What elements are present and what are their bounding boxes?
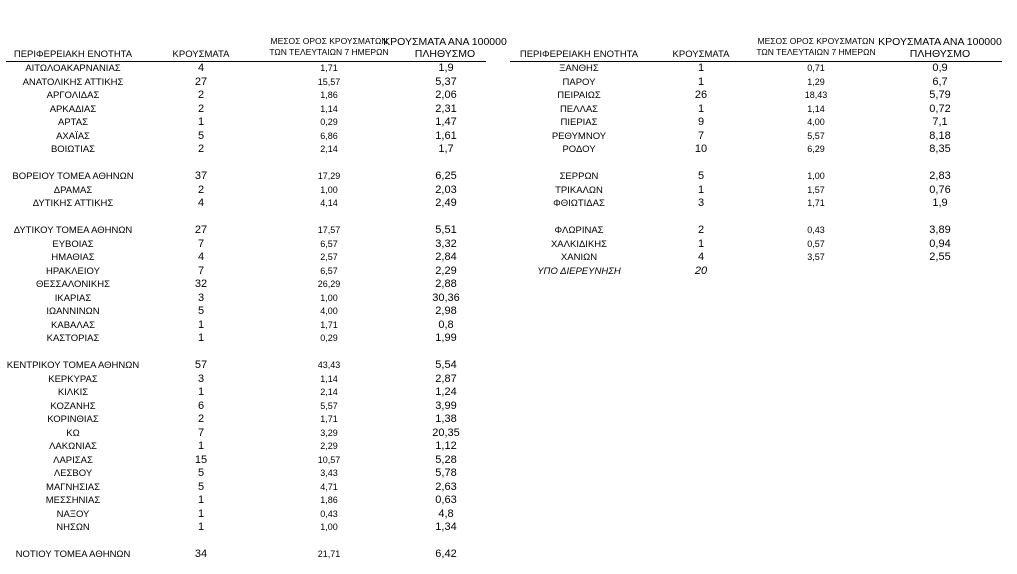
cases-cell: 2: [697, 224, 705, 236]
cases-cell: 34: [194, 548, 208, 560]
cases-cell: 27: [194, 75, 208, 88]
table-row: [6, 508, 486, 522]
region-name-cell: ΒΟΙΩΤΙΑΣ: [50, 144, 96, 155]
avg-7-days-cell: 1,00: [320, 184, 338, 195]
cases-per-100000-cell: 1,24: [435, 386, 457, 398]
region-name-cell: ΑΙΤΩΛΟΑΚΑΡΝΑΝΙΑΣ: [25, 63, 121, 74]
cases-per-100000-cell: 2,31: [435, 102, 457, 115]
region-name-cell: ΔΥΤΙΚΗΣ ΑΤΤΙΚΗΣ: [32, 198, 114, 209]
table-row: [6, 116, 486, 130]
table-row: [6, 184, 486, 198]
cases-cell: 1: [197, 440, 205, 452]
cases-per-100000-cell: 5,79: [929, 89, 951, 101]
cases-cell: 1: [197, 521, 205, 533]
region-name-cell: ΑΡΤΑΣ: [58, 117, 88, 128]
table-row: [6, 359, 486, 373]
table-row: [510, 251, 1002, 265]
cases-per-100000-cell: 6,25: [435, 170, 457, 182]
cases-cell: 2: [197, 183, 205, 196]
cases-per-100000-cell: 5,54: [435, 359, 457, 371]
table-row: [6, 224, 486, 238]
table-row: [6, 494, 486, 508]
cases-cell: 27: [194, 224, 208, 236]
region-name-cell: ΜΑΓΝΗΣΙΑΣ: [46, 481, 100, 493]
avg-7-days-cell: 5,57: [807, 130, 825, 141]
region-name-cell: ΠΕΛΛΑΣ: [559, 103, 599, 115]
table-row: [6, 521, 486, 535]
region-name-cell: ΑΧΑΪΑΣ: [56, 130, 90, 142]
cases-per-100000-cell: 0,63: [435, 494, 457, 506]
avg-7-days-cell: 26,29: [317, 279, 341, 289]
avg-7-days-cell: 1,00: [320, 522, 338, 532]
region-name-cell: ΦΛΩΡΙΝΑΣ: [554, 225, 604, 236]
cases-cell: 4: [697, 251, 705, 263]
table-row: [6, 197, 486, 211]
avg-7-days-cell: 18,43: [804, 90, 828, 100]
cases-per-100000-cell: 4,8: [438, 507, 454, 520]
header-avg-7-days: ΜΕΣΟΣ ΟΡΟΣ ΚΡΟΥΣΜΑΤΩΝ ΤΩΝ ΤΕΛΕΥΤΑΙΩΝ 7 ΗΜΕΡΩΝ: [756, 36, 876, 57]
right-table-body: [510, 62, 1002, 278]
table-row: [510, 143, 1002, 157]
region-name-cell: ΞΑΝΘΗΣ: [559, 63, 599, 74]
table-row: [6, 278, 486, 292]
cases-per-100000-cell: 1,38: [435, 413, 457, 425]
table-row: [6, 143, 486, 157]
cases-per-100000-cell: 1,9: [932, 197, 948, 209]
cases-cell: 6: [197, 399, 205, 412]
table-row: [6, 427, 486, 441]
table-row: [6, 454, 486, 468]
header-avg-7-days: ΜΕΣΟΣ ΟΡΟΣ ΚΡΟΥΣΜΑΤΩΝ ΤΩΝ ΤΕΛΕΥΤΑΙΩΝ 7 ΗΜΕΡΩΝ: [269, 36, 389, 57]
cases-per-100000-cell: 2,63: [435, 480, 457, 493]
left-table: [6, 12, 507, 562]
region-name-cell: ΚΕΡΚΥΡΑΣ: [48, 373, 98, 385]
region-name-cell: ΧΑΝΙΩΝ: [560, 252, 598, 263]
table-row: [6, 89, 486, 103]
cases-cell: 7: [697, 129, 705, 142]
table-row: [510, 89, 1002, 103]
cases-cell: 1: [197, 318, 205, 331]
cases-per-100000-cell: 0,94: [929, 237, 951, 250]
region-name-cell: ΚΟΖΑΝΗΣ: [50, 400, 96, 412]
region-name-cell: ΥΠΟ ΔΙΕΡΕΥΝΗΣΗ: [537, 265, 621, 277]
cases-cell: 7: [197, 426, 205, 439]
cases-per-100000-cell: 1,61: [435, 129, 457, 142]
avg-7-days-cell: 43,43: [317, 360, 341, 370]
region-name-cell: ΙΩΑΝΝΙΝΩΝ: [46, 306, 100, 317]
cases-per-100000-cell: 2,88: [435, 278, 457, 290]
header-region: ΠΕΡΙΦΕΡΕΙΑΚΗ ΕΝΟΤΗΤΑ: [13, 49, 133, 60]
avg-7-days-cell: 4,71: [320, 481, 338, 492]
cases-per-100000-cell: 3,32: [435, 237, 457, 250]
table-row: [6, 400, 486, 414]
table-row: [510, 238, 1002, 252]
avg-7-days-cell: 1,71: [320, 319, 338, 330]
cases-per-100000-cell: 6,42: [435, 548, 457, 560]
cases-cell: 1: [697, 75, 705, 88]
right-table-header: [510, 12, 1002, 62]
cases-cell: 26: [694, 89, 708, 101]
spacer-row: [6, 157, 486, 171]
avg-7-days-cell: 6,57: [320, 238, 338, 249]
avg-7-days-cell: 1,00: [320, 292, 338, 303]
cases-per-100000-cell: 2,84: [435, 251, 457, 263]
cases-per-100000-cell: 1,7: [438, 143, 454, 155]
cases-per-100000-cell: 3,89: [929, 224, 951, 236]
region-name-cell: ΝΗΣΩΝ: [56, 522, 90, 533]
cases-cell: 1: [197, 332, 205, 344]
region-name-cell: ΣΕΡΡΩΝ: [559, 171, 599, 182]
region-name-cell: ΗΡΑΚΛΕΙΟΥ: [46, 265, 100, 277]
right-table: [510, 12, 1002, 278]
cases-cell: 2: [197, 413, 205, 425]
table-row: [6, 440, 486, 454]
cases-cell: 9: [697, 116, 705, 128]
avg-7-days-cell: 6,86: [320, 130, 338, 141]
spacer-row: [6, 346, 486, 360]
table-row: [510, 224, 1002, 238]
cases-per-100000-cell: 6,7: [932, 75, 948, 88]
avg-7-days-cell: 4,00: [320, 306, 338, 316]
cases-per-100000-cell: 5,51: [435, 224, 457, 236]
cases-cell: 1: [197, 494, 205, 506]
region-name-cell: ΡΕΘΥΜΝΟΥ: [551, 130, 607, 142]
avg-7-days-cell: 3,43: [320, 468, 338, 478]
table-row: [6, 386, 486, 400]
header-cases: ΚΡΟΥΣΜΑΤΑ: [672, 49, 730, 60]
region-name-cell: ΚΩ: [66, 427, 80, 439]
avg-7-days-cell: 1,71: [320, 414, 338, 424]
cases-cell: 2: [197, 143, 205, 155]
cases-per-100000-cell: 2,83: [929, 170, 951, 182]
left-table-header: [6, 12, 507, 62]
cases-per-100000-cell: 7,1: [932, 116, 948, 128]
spacer-row: [6, 211, 486, 225]
avg-7-days-cell: 17,29: [317, 171, 341, 181]
cases-cell: 5: [697, 170, 705, 182]
cases-cell: 1: [697, 62, 705, 74]
region-name-cell: ΦΘΙΩΤΙΔΑΣ: [553, 198, 605, 209]
cases-per-100000-cell: 0,76: [929, 183, 951, 196]
cases-cell: 3: [197, 372, 205, 385]
header-cases: ΚΡΟΥΣΜΑΤΑ: [172, 49, 230, 60]
table-row: [6, 548, 486, 562]
cases-cell: 4: [197, 251, 205, 263]
header-region: ΠΕΡΙΦΕΡΕΙΑΚΗ ΕΝΟΤΗΤΑ: [519, 49, 639, 60]
region-name-cell: ΔΥΤΙΚΟΥ ΤΟΜΕΑ ΑΘΗΝΩΝ: [13, 225, 133, 236]
avg-7-days-cell: 1,14: [807, 103, 825, 114]
cases-per-100000-cell: 2,06: [435, 89, 457, 101]
cases-per-100000-cell: 1,9: [438, 62, 454, 74]
cases-per-100000-cell: 3,99: [435, 399, 457, 412]
region-name-cell: ΠΕΙΡΑΙΩΣ: [557, 90, 601, 101]
avg-7-days-cell: 2,14: [320, 144, 338, 154]
cases-per-100000-cell: 0,72: [929, 102, 951, 115]
table-row: [510, 170, 1002, 184]
cases-per-100000-cell: 30,36: [432, 291, 460, 304]
table-row: [510, 184, 1002, 198]
avg-7-days-cell: 0,29: [320, 117, 338, 127]
cases-cell: 2: [197, 102, 205, 115]
avg-7-days-cell: 2,29: [320, 441, 338, 451]
table-row: [6, 76, 486, 90]
spacer-row: [6, 535, 486, 549]
cases-cell: 5: [197, 467, 205, 479]
cases-cell: 5: [197, 480, 205, 493]
avg-7-days-cell: 1,00: [807, 171, 825, 181]
region-name-cell: ΝΑΞΟΥ: [56, 508, 90, 520]
cases-cell: 4: [197, 197, 205, 209]
avg-7-days-cell: 1,86: [320, 495, 338, 505]
table-row: [6, 170, 486, 184]
avg-7-days-cell: 17,57: [317, 225, 341, 235]
avg-7-days-cell: 1,57: [807, 184, 825, 195]
region-name-cell: ΛΑΚΩΝΙΑΣ: [49, 441, 97, 452]
avg-7-days-cell: 6,57: [320, 265, 338, 276]
region-name-cell: ΑΡΚΑΔΙΑΣ: [49, 103, 97, 115]
cases-per-100000-cell: 20,35: [432, 426, 460, 439]
table-row: [6, 467, 486, 481]
table-row: [510, 197, 1002, 211]
region-name-cell: ΝΟΤΙΟΥ ΤΟΜΕΑ ΑΘΗΝΩΝ: [15, 549, 131, 560]
avg-7-days-cell: 1,29: [807, 76, 825, 87]
cases-per-100000-cell: 8,18: [929, 129, 951, 142]
avg-7-days-cell: 0,57: [807, 238, 825, 249]
region-name-cell: ΕΥΒΟΙΑΣ: [52, 238, 94, 250]
region-name-cell: ΙΚΑΡΙΑΣ: [54, 292, 92, 304]
header-cases-per-100000: ΚΡΟΥΣΜΑΤΑ ΑΝΑ 100000 ΠΛΗΘΥΣΜΟ: [878, 36, 1002, 60]
region-name-cell: ΔΡΑΜΑΣ: [53, 184, 93, 196]
table-row: [510, 130, 1002, 144]
cases-cell: 5: [197, 305, 205, 317]
cases-cell: 20: [694, 264, 708, 277]
cases-cell: 1: [197, 386, 205, 398]
header-cases-per-100000: ΚΡΟΥΣΜΑΤΑ ΑΝΑ 100000 ΠΛΗΘΥΣΜΟ: [383, 36, 507, 60]
avg-7-days-cell: 6,29: [807, 144, 825, 154]
region-name-cell: ΠΑΡΟΥ: [562, 76, 596, 88]
avg-7-days-cell: 0,43: [320, 508, 338, 519]
cases-cell: 2: [197, 89, 205, 101]
cases-cell: 1: [197, 507, 205, 520]
region-name-cell: ΒΟΡΕΙΟΥ ΤΟΜΕΑ ΑΘΗΝΩΝ: [12, 171, 134, 182]
table-row: [510, 76, 1002, 90]
cases-cell: 3: [197, 291, 205, 304]
cases-cell: 1: [697, 237, 705, 250]
table-row: [510, 265, 1002, 279]
cases-per-100000-cell: 8,35: [929, 143, 951, 155]
spacer-row: [510, 211, 1002, 225]
avg-7-days-cell: 4,00: [807, 117, 825, 127]
region-name-cell: ΚΑΒΑΛΑΣ: [51, 319, 95, 331]
cases-cell: 10: [694, 143, 708, 155]
avg-7-days-cell: 3,57: [807, 252, 825, 262]
cases-cell: 7: [197, 237, 205, 250]
table-row: [6, 305, 486, 319]
avg-7-days-cell: 4,14: [320, 198, 338, 208]
cases-per-100000-cell: 1,12: [435, 440, 457, 452]
table-row: [510, 116, 1002, 130]
table-row: [6, 332, 486, 346]
avg-7-days-cell: 10,57: [317, 454, 341, 465]
cases-cell: 7: [197, 264, 205, 277]
cases-per-100000-cell: 2,55: [929, 251, 951, 263]
region-name-cell: ΘΕΣΣΑΛΟΝΙΚΗΣ: [36, 279, 110, 290]
avg-7-days-cell: 2,57: [320, 252, 338, 262]
cases-per-100000-cell: 2,49: [435, 197, 457, 209]
region-name-cell: ΠΙΕΡΙΑΣ: [560, 117, 598, 128]
region-name-cell: ΛΕΣΒΟΥ: [53, 468, 93, 479]
region-name-cell: ΗΜΑΘΙΑΣ: [51, 252, 95, 263]
avg-7-days-cell: 3,29: [320, 427, 338, 438]
region-name-cell: ΚΑΣΤΟΡΙΑΣ: [46, 333, 100, 344]
cases-per-100000-cell: 1,99: [435, 332, 457, 344]
table-row: [6, 62, 486, 76]
avg-7-days-cell: 0,43: [807, 225, 825, 235]
avg-7-days-cell: 1,71: [807, 198, 825, 208]
spacer-row: [510, 157, 1002, 171]
region-name-cell: ΚΟΡΙΝΘΙΑΣ: [47, 414, 99, 425]
table-row: [6, 103, 486, 117]
avg-7-days-cell: 0,71: [807, 63, 825, 73]
table-row: [6, 373, 486, 387]
cases-cell: 3: [697, 197, 705, 209]
cases-cell: 57: [194, 359, 208, 371]
cases-cell: 4: [197, 62, 205, 74]
avg-7-days-cell: 1,14: [320, 103, 338, 114]
region-name-cell: ΑΝΑΤΟΛΙΚΗΣ ΑΤΤΙΚΗΣ: [22, 76, 124, 88]
region-name-cell: ΤΡΙΚΑΛΩΝ: [555, 184, 603, 196]
table-row: [6, 319, 486, 333]
cases-cell: 1: [697, 183, 705, 196]
cases-per-100000-cell: 2,87: [435, 372, 457, 385]
avg-7-days-cell: 5,57: [320, 400, 338, 411]
cases-per-100000-cell: 2,98: [435, 305, 457, 317]
cases-per-100000-cell: 1,47: [435, 116, 457, 128]
region-name-cell: ΚΕΝΤΡΙΚΟΥ ΤΟΜΕΑ ΑΘΗΝΩΝ: [6, 360, 140, 371]
avg-7-days-cell: 21,71: [317, 549, 341, 559]
cases-per-100000-cell: 0,9: [932, 62, 948, 74]
cases-cell: 37: [194, 170, 208, 182]
cases-cell: 32: [194, 278, 208, 290]
avg-7-days-cell: 2,14: [320, 387, 338, 397]
table-row: [6, 292, 486, 306]
table-row: [6, 251, 486, 265]
cases-per-100000-cell: 5,78: [435, 467, 457, 479]
table-row: [510, 103, 1002, 117]
cases-per-100000-cell: 5,28: [435, 453, 457, 466]
avg-7-days-cell: 0,29: [320, 333, 338, 343]
table-row: [6, 238, 486, 252]
region-name-cell: ΡΟΔΟΥ: [562, 144, 596, 155]
cases-cell: 15: [194, 453, 208, 466]
table-row: [6, 413, 486, 427]
cases-per-100000-cell: 0,8: [438, 318, 454, 331]
table-row: [6, 265, 486, 279]
region-name-cell: ΛΑΡΙΣΑΣ: [53, 454, 93, 466]
avg-7-days-cell: 1,86: [320, 90, 338, 100]
cases-per-100000-cell: 2,03: [435, 183, 457, 196]
cases-per-100000-cell: 1,34: [435, 521, 457, 533]
region-name-cell: ΚΙΛΚΙΣ: [57, 387, 89, 398]
cases-cell: 1: [697, 102, 705, 115]
cases-per-100000-cell: 5,37: [435, 75, 457, 88]
left-table-body: [6, 62, 486, 562]
cases-per-100000-cell: 2,29: [435, 264, 457, 277]
cases-cell: 5: [197, 129, 205, 142]
avg-7-days-cell: 1,71: [320, 63, 338, 73]
avg-7-days-cell: 15,57: [317, 76, 341, 87]
region-name-cell: ΜΕΣΣΗΝΙΑΣ: [45, 495, 101, 506]
table-row: [6, 481, 486, 495]
table-row: [6, 130, 486, 144]
cases-cell: 1: [197, 116, 205, 128]
avg-7-days-cell: 1,14: [320, 373, 338, 384]
region-name-cell: ΑΡΓΟΛΙΔΑΣ: [46, 90, 100, 101]
region-name-cell: ΧΑΛΚΙΔΙΚΗΣ: [550, 238, 608, 250]
table-row: [510, 62, 1002, 76]
